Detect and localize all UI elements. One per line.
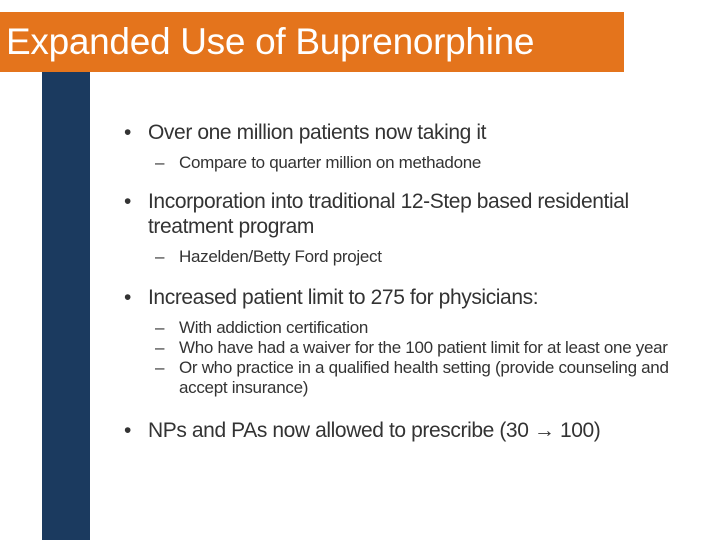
bullet-item [118, 418, 698, 443]
dash-icon: – [155, 318, 165, 337]
sub-text: With addiction certification [179, 318, 369, 337]
sub-item [118, 358, 698, 398]
bullet-item [118, 285, 698, 310]
sidebar-accent-bar [42, 72, 90, 540]
sub-list [118, 318, 698, 398]
sub-text: Or who practice in a qualified health setting (provide counseling and accept insurance) [179, 358, 669, 397]
sub-item [118, 338, 698, 358]
dash-icon: – [155, 153, 165, 172]
bullet-text: Incorporation into traditional 12-Step based residential treatment program [148, 190, 629, 238]
bullet-dot-icon: • [124, 121, 131, 144]
sub-text: Hazelden/Betty Ford project [179, 247, 382, 266]
sub-list [118, 153, 698, 173]
bullet-text [148, 419, 600, 442]
sub-item [118, 153, 698, 173]
sub-item [118, 318, 698, 338]
bullet-text-start: NPs and PAs now allowed to prescribe (30 [148, 419, 534, 442]
arrow-right-icon: → [533, 419, 555, 442]
bullet-dot-icon: • [124, 286, 131, 309]
slide-content [118, 120, 698, 443]
dash-icon: – [155, 338, 165, 357]
dash-icon: – [155, 247, 165, 266]
bullet-text: Over one million patients now taking it [148, 121, 487, 144]
bullet-text: Increased patient limit to 275 for physicians: [148, 286, 539, 309]
sub-text: Who have had a waiver for the 100 patient limit for at least one year [179, 338, 668, 357]
dash-icon: – [155, 358, 165, 377]
bullet-item [118, 189, 698, 239]
sub-text: Compare to quarter million on methadone [179, 153, 482, 172]
title-banner [0, 12, 624, 72]
sub-list [118, 247, 698, 267]
bullet-text-end: 100) [554, 419, 601, 442]
bullet-dot-icon: • [124, 190, 131, 213]
bullet-item [118, 120, 698, 145]
sub-item [118, 247, 698, 267]
slide-title: Expanded Use of Buprenorphine [6, 21, 535, 62]
bullet-dot-icon: • [124, 419, 131, 442]
